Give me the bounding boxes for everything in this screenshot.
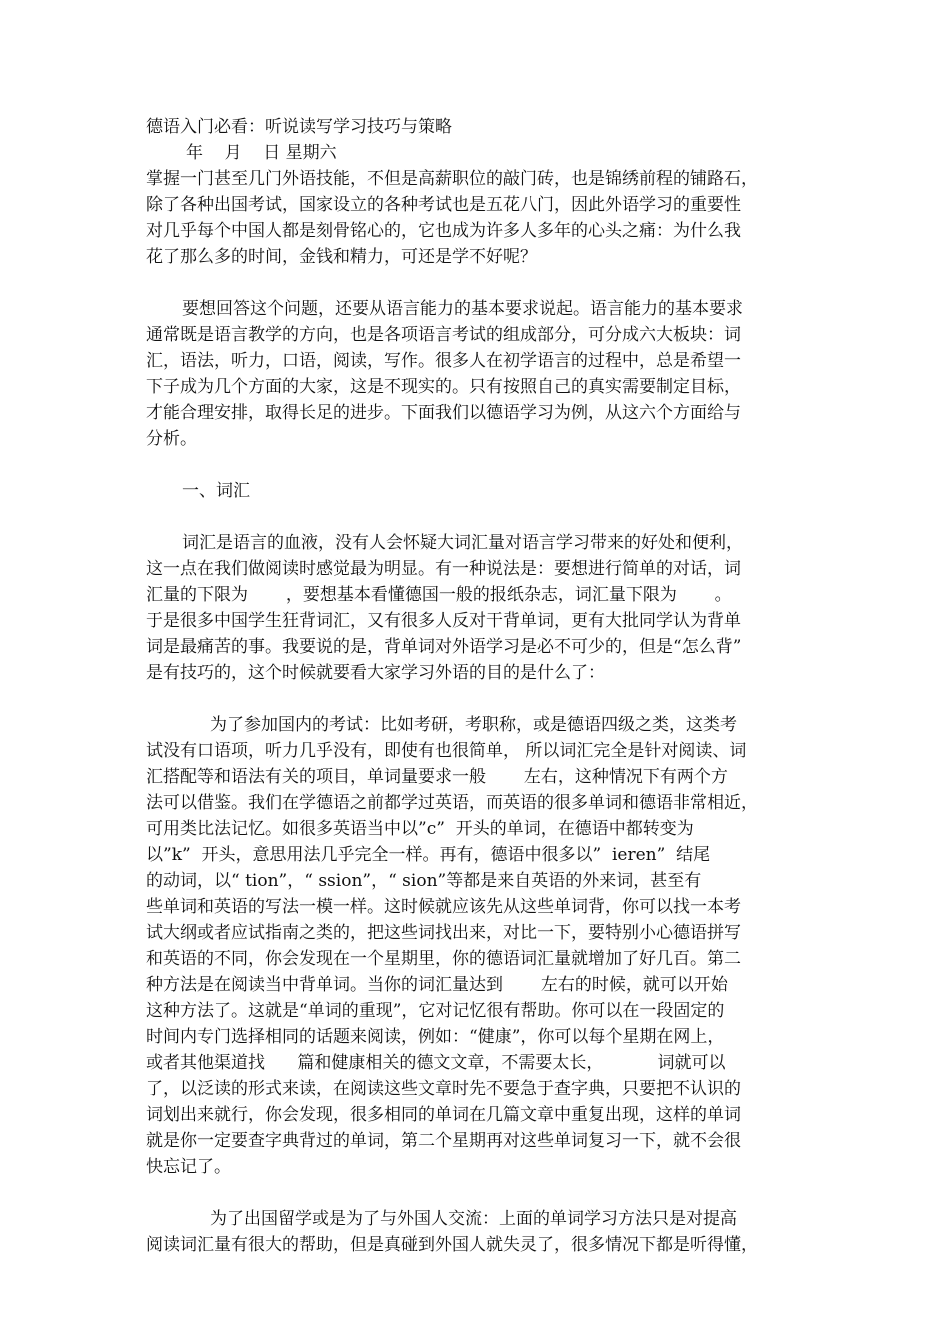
paragraph-line: 汇搭配等和语法有关的项目，单词量要求一般 左右，这种情况下有两个方 bbox=[146, 767, 728, 787]
paragraph-line: 试大纲或者应试指南之类的，把这些词找出来，对比一下，要特别小心德语拼写 bbox=[146, 923, 741, 943]
paragraph-line: 阅读词汇量有很大的帮助，但是真碰到外国人就失灵了，很多情况下都是听得懂， bbox=[146, 1235, 758, 1255]
intro-paragraph bbox=[146, 166, 810, 270]
paragraph-line: 试没有口语项，听力几乎没有，即使有也很简单， 所以词汇完全是针对阅读、词 bbox=[146, 741, 747, 761]
paragraph-line: 快忘记了。 bbox=[146, 1157, 231, 1177]
paragraph-line: 词是最痛苦的事。我要说的是，背单词对外语学习是必不可少的，但是“怎么背” bbox=[146, 637, 742, 657]
paragraph-line: 花了那么多的时间，金钱和精力，可还是学不好呢？ bbox=[146, 247, 537, 267]
date-line: 年 月 日 星期六 bbox=[186, 143, 337, 163]
paragraph-gap bbox=[146, 452, 810, 478]
paragraph-line: 或者其他渠道找 篇和健康相关的德文文章，不需要太长， 词就可以 bbox=[146, 1053, 726, 1073]
paragraph-line: 汇量的下限为 ，要想基本看懂德国一般的报纸杂志，词汇量下限为 。 bbox=[146, 585, 732, 605]
paragraph-line: 种方法是在阅读当中背单词。当你的词汇量达到 左右的时候，就可以开始 bbox=[146, 975, 728, 995]
paragraph-line: 这一点在我们做阅读时感觉最为明显。有一种说法是：要想进行简单的对话，词 bbox=[146, 559, 741, 579]
paragraph-line: 了，以泛读的形式来读，在阅读这些文章时先不要急于查字典，只要把不认识的 bbox=[146, 1079, 741, 1099]
paragraph-line: 这种方法了。这就是“单词的重现”，它对记忆很有帮助。你可以在一段固定的 bbox=[146, 1001, 725, 1021]
paragraph-line: 下子成为几个方面的大家，这是不现实的。只有按照自己的真实需要制定目标， bbox=[146, 377, 741, 397]
paragraph-gap bbox=[146, 1180, 810, 1206]
paragraph-line: 掌握一门甚至几门外语技能，不但是高薪职位的敲门砖，也是锦绣前程的铺路石， bbox=[146, 169, 758, 189]
study-abroad-paragraph bbox=[146, 1206, 810, 1258]
document-page bbox=[146, 114, 810, 1258]
paragraph-line: 就是你一定要查字典背过的单词，第二个星期再对这些单词复习一下，就不会很 bbox=[146, 1131, 741, 1151]
paragraph-line: 可用类比法记忆。如很多英语当中以”c” 开头的单词，在德语中都转变为 bbox=[146, 819, 694, 839]
paragraph-gap bbox=[146, 270, 810, 296]
paragraph-line: 和英语的不同，你会发现在一个星期里，你的德语词汇量就增加了好几百。第二 bbox=[146, 949, 741, 969]
paragraph-line: 以”k” 开头，意思用法几乎完全一样。再有，德语中很多以” ieren” 结尾 bbox=[146, 845, 711, 865]
domestic-exam-paragraph bbox=[146, 712, 810, 1180]
paragraph-line: 法可以借鉴。我们在学德语之前都学过英语，而英语的很多单词和德语非常相近， bbox=[146, 793, 758, 813]
paragraph-line: 为了参加国内的考试：比如考研，考职称，或是德语四级之类，这类考 bbox=[210, 715, 737, 735]
paragraph-line: 要想回答这个问题，还要从语言能力的基本要求说起。语言能力的基本要求 bbox=[182, 299, 743, 319]
paragraph-line: 于是很多中国学生狂背词汇，又有很多人反对干背单词，更有大批同学认为背单 bbox=[146, 611, 741, 631]
paragraph-line: 为了出国留学或是为了与外国人交流：上面的单词学习方法只是对提高 bbox=[210, 1209, 737, 1229]
paragraph-line: 才能合理安排，取得长足的进步。下面我们以德语学习为例，从这六个方面给与 bbox=[146, 403, 741, 423]
paragraph-line: 些单词和英语的写法一模一样。这时候就应该先从这些单词背，你可以找一本考 bbox=[146, 897, 741, 917]
second-paragraph bbox=[146, 296, 810, 452]
paragraph-line: 除了各种出国考试，国家设立的各种考试也是五花八门，因此外语学习的重要性 bbox=[146, 195, 741, 215]
paragraph-line: 词汇是语言的血液，没有人会怀疑大词汇量对语言学习带来的好处和便利， bbox=[182, 533, 743, 553]
section-heading: 一、词汇 bbox=[182, 481, 250, 501]
paragraph-line: 的动词，以“ tion”，“ ssion”，“ sion”等都是来自英语的外来词，甚至有 bbox=[146, 871, 702, 891]
paragraph-gap bbox=[146, 686, 810, 712]
document-title: 德语入门必看：听说读写学习技巧与策略 bbox=[146, 117, 452, 137]
paragraph-line: 是有技巧的，这个时候就要看大家学习外语的目的是什么了： bbox=[146, 663, 605, 683]
paragraph-gap bbox=[146, 504, 810, 530]
paragraph-line: 对几乎每个中国人都是刻骨铭心的，它也成为许多人多年的心头之痛：为什么我 bbox=[146, 221, 741, 241]
paragraph-line: 时间内专门选择相同的话题来阅读，例如：“健康”，你可以每个星期在网上， bbox=[146, 1027, 725, 1047]
vocabulary-paragraph bbox=[146, 530, 810, 686]
paragraph-line: 通常既是语言教学的方向，也是各项语言考试的组成部分，可分成六大板块：词 bbox=[146, 325, 741, 345]
paragraph-line: 词划出来就行，你会发现，很多相同的单词在几篇文章中重复出现，这样的单词 bbox=[146, 1105, 741, 1125]
paragraph-line: 分析。 bbox=[146, 429, 197, 449]
paragraph-line: 汇，语法，听力，口语，阅读，写作。很多人在初学语言的过程中，总是希望一 bbox=[146, 351, 741, 371]
